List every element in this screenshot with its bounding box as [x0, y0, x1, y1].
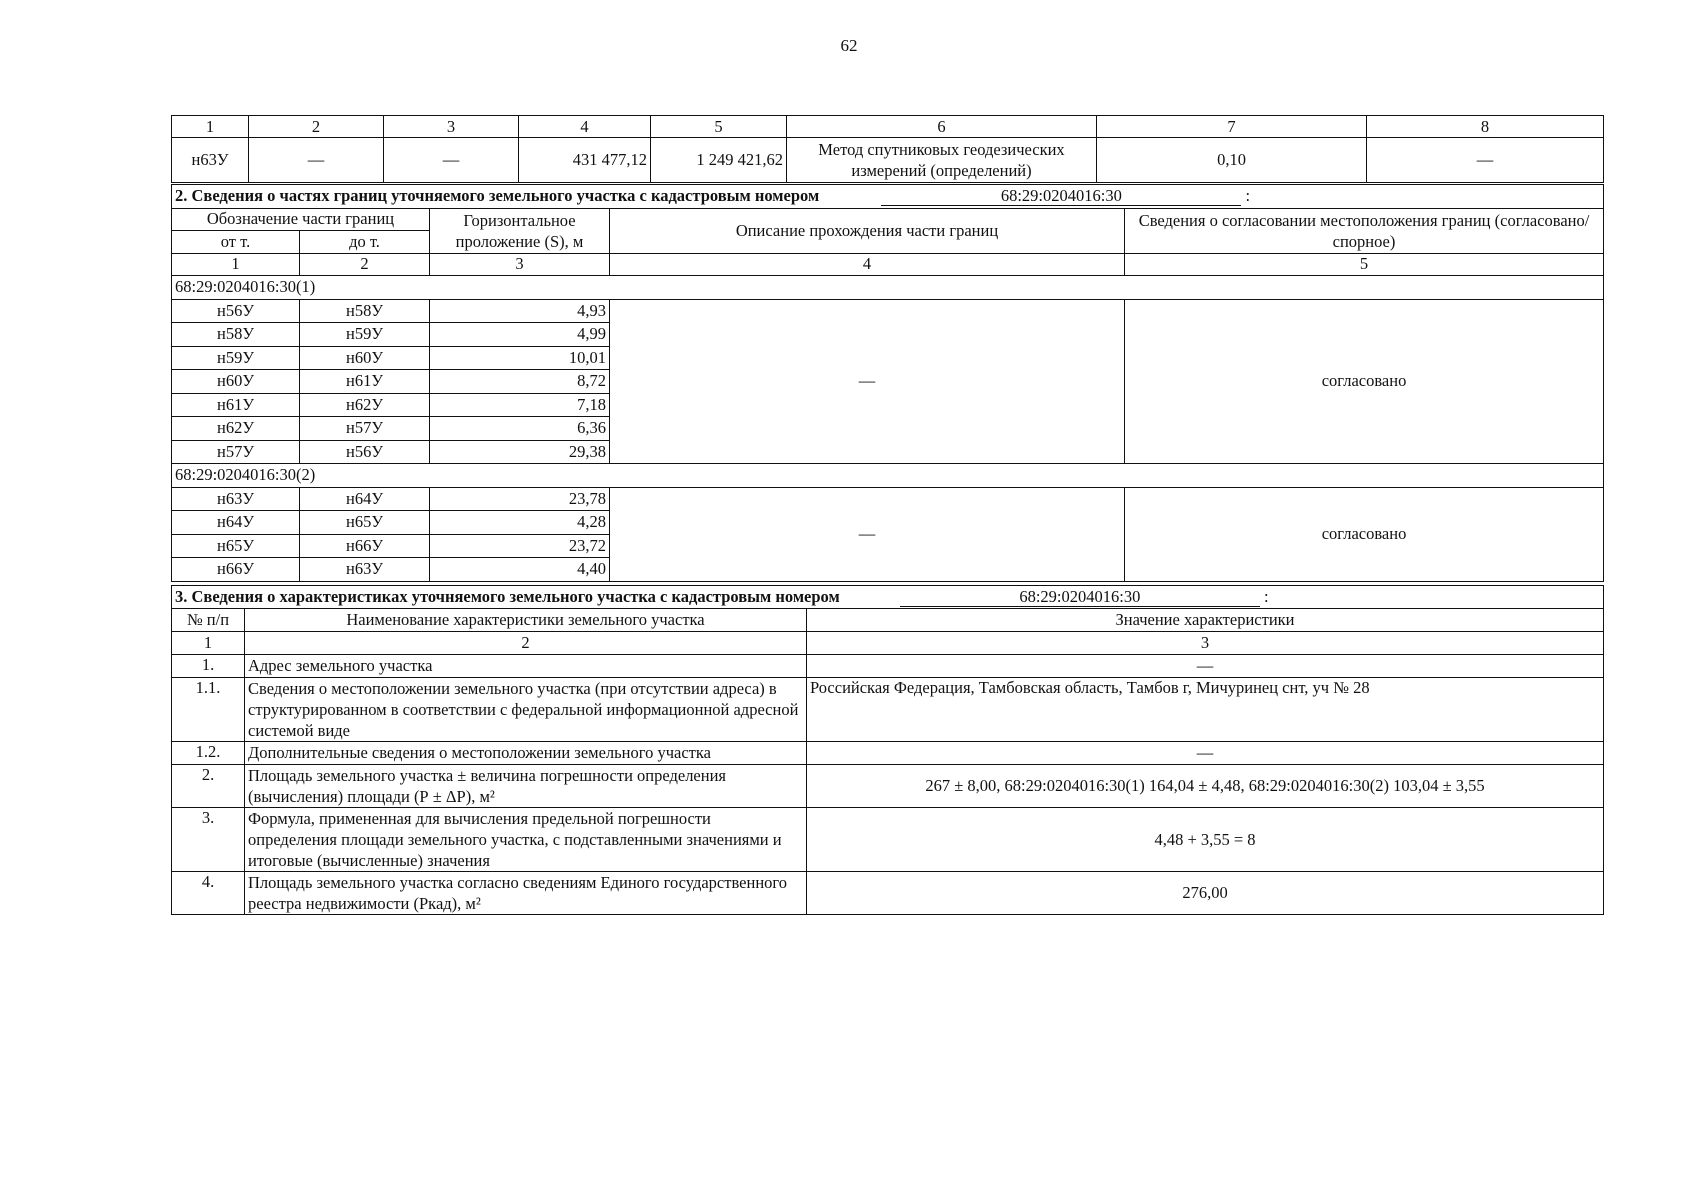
point-to: н64У [300, 487, 430, 511]
header-agreement: Сведения о согласовании местоположения границ (согласовано/спорное) [1125, 208, 1604, 253]
header-from: от т. [172, 231, 300, 254]
accuracy: 0,10 [1097, 138, 1367, 183]
characteristic-name: Площадь земельного участка ± величина погрешности определения (вычисления) площади (Р ± ΔР), м² [245, 765, 807, 808]
row-number: 4. [172, 872, 245, 915]
section-title-row [172, 185, 1604, 209]
col-number: 1 [172, 116, 249, 138]
table-row [172, 872, 1604, 915]
part-name: 68:29:0204016:30(2) [172, 464, 1604, 488]
part-agreement: согласовано [1125, 299, 1604, 464]
col-number: 5 [1125, 253, 1604, 276]
method: Метод спутниковых геодезических измерений (определений) [787, 138, 1097, 183]
point-to: н58У [300, 299, 430, 323]
header-name: Наименование характеристики земельного участка [245, 609, 807, 632]
characteristic-value: 4,48 + 3,55 = 8 [807, 808, 1604, 872]
header-num: № п/п [172, 609, 245, 632]
col-number: 2 [249, 116, 384, 138]
horizontal-distance: 7,18 [430, 393, 610, 417]
characteristic-value: 276,00 [807, 872, 1604, 915]
table-row [172, 742, 1604, 765]
horizontal-distance: 29,38 [430, 440, 610, 464]
part-title-row [172, 276, 1604, 300]
section-3-title-text: 3. Сведения о характеристиках уточняемого земельного участка с кадастровым номером [175, 587, 840, 606]
table-row [172, 138, 1604, 183]
column-number-row [172, 632, 1604, 655]
characteristic-value: 267 ± 8,00, 68:29:0204016:30(1) 164,04 ± 4,48, 68:29:0204016:30(2) 103,04 ± 3,55 [807, 765, 1604, 808]
horizontal-distance: 6,36 [430, 417, 610, 441]
point-name: н63У [172, 138, 249, 183]
characteristic-value: — [807, 655, 1604, 678]
horizontal-distance: 4,28 [430, 511, 610, 535]
point-from: н64У [172, 511, 300, 535]
table-row [172, 655, 1604, 678]
point-from: н56У [172, 299, 300, 323]
horizontal-distance: 23,78 [430, 487, 610, 511]
table-row [172, 678, 1604, 742]
horizontal-distance: 8,72 [430, 370, 610, 394]
table-row [172, 487, 1604, 511]
row-number: 3. [172, 808, 245, 872]
characteristics-table [171, 585, 1604, 915]
table-row [172, 299, 1604, 323]
table-row [172, 808, 1604, 872]
cell-value: — [384, 138, 519, 183]
header-designation: Обозначение части границ [172, 208, 430, 231]
point-from: н58У [172, 323, 300, 347]
section-title-row [172, 586, 1604, 609]
characteristic-name: Сведения о местоположении земельного участка (при отсутствии адреса) в структурированном в соответствии с федеральной информационной адресной системой виде [245, 678, 807, 742]
section-3-suffix: : [1263, 587, 1269, 606]
point-from: н60У [172, 370, 300, 394]
point-from: н65У [172, 534, 300, 558]
coordinate-x: 431 477,12 [519, 138, 651, 183]
point-to: н65У [300, 511, 430, 535]
point-from: н61У [172, 393, 300, 417]
row-number: 1. [172, 655, 245, 678]
point-from: н63У [172, 487, 300, 511]
horizontal-distance: 4,99 [430, 323, 610, 347]
characteristic-name: Площадь земельного участка согласно сведениям Единого государственного реестра недвижимости (Ркад), м² [245, 872, 807, 915]
col-number: 1 [172, 632, 245, 655]
point-from: н59У [172, 346, 300, 370]
point-to: н61У [300, 370, 430, 394]
horizontal-distance: 10,01 [430, 346, 610, 370]
column-number-row [172, 116, 1604, 138]
col-number: 2 [300, 253, 430, 276]
point-to: н63У [300, 558, 430, 582]
part-title-row [172, 464, 1604, 488]
header-horizontal: Горизонтальное проложение (S), м [430, 208, 610, 253]
characteristic-name: Адрес земельного участка [245, 655, 807, 678]
point-from: н57У [172, 440, 300, 464]
cell-value: — [249, 138, 384, 183]
section-3-cadastral-number: 68:29:0204016:30 [900, 588, 1260, 607]
col-number: 3 [430, 253, 610, 276]
point-to: н57У [300, 417, 430, 441]
characteristic-value: — [807, 742, 1604, 765]
header-value: Значение характеристики [807, 609, 1604, 632]
col-number: 4 [610, 253, 1125, 276]
col-number: 4 [519, 116, 651, 138]
part-name: 68:29:0204016:30(1) [172, 276, 1604, 300]
header-row [172, 208, 1604, 231]
characteristic-name: Дополнительные сведения о местоположении земельного участка [245, 742, 807, 765]
col-number: 3 [384, 116, 519, 138]
table-row [172, 765, 1604, 808]
part-description: — [610, 299, 1125, 464]
column-number-row [172, 253, 1604, 276]
row-number: 1.1. [172, 678, 245, 742]
cell-value: — [1367, 138, 1604, 183]
section-2-suffix: : [1245, 186, 1251, 206]
header-row [172, 609, 1604, 632]
section-3-title [172, 586, 1604, 609]
section-2-title [172, 185, 1604, 209]
part-description: — [610, 487, 1125, 581]
characteristic-value: Российская Федерация, Тамбовская область, Тамбов г, Мичуринец снт, уч № 28 [807, 678, 1604, 742]
point-to: н66У [300, 534, 430, 558]
coordinate-y: 1 249 421,62 [651, 138, 787, 183]
col-number: 3 [807, 632, 1604, 655]
point-to: н60У [300, 346, 430, 370]
header-description: Описание прохождения части границ [610, 208, 1125, 253]
col-number: 8 [1367, 116, 1604, 138]
point-to: н56У [300, 440, 430, 464]
row-number: 2. [172, 765, 245, 808]
point-from: н66У [172, 558, 300, 582]
part-agreement: согласовано [1125, 487, 1604, 581]
col-number: 5 [651, 116, 787, 138]
section-2-title-text: 2. Сведения о частях границ уточняемого земельного участка с кадастровым номером [175, 186, 820, 206]
horizontal-distance: 4,93 [430, 299, 610, 323]
coordinates-table [171, 115, 1604, 183]
col-number: 7 [1097, 116, 1367, 138]
header-to: до т. [300, 231, 430, 254]
point-to: н59У [300, 323, 430, 347]
section-2-cadastral-number: 68:29:0204016:30 [881, 187, 1241, 206]
horizontal-distance: 4,40 [430, 558, 610, 582]
point-to: н62У [300, 393, 430, 417]
col-number: 6 [787, 116, 1097, 138]
col-number: 1 [172, 253, 300, 276]
horizontal-distance: 23,72 [430, 534, 610, 558]
boundary-parts-table [171, 184, 1604, 582]
page-number: 62 [840, 36, 858, 55]
point-from: н62У [172, 417, 300, 441]
col-number: 2 [245, 632, 807, 655]
characteristic-name: Формула, примененная для вычисления предельной погрешности определения площади земельного участка, с подставленными значениями и итоговые (вычисленные) значения [245, 808, 807, 872]
row-number: 1.2. [172, 742, 245, 765]
